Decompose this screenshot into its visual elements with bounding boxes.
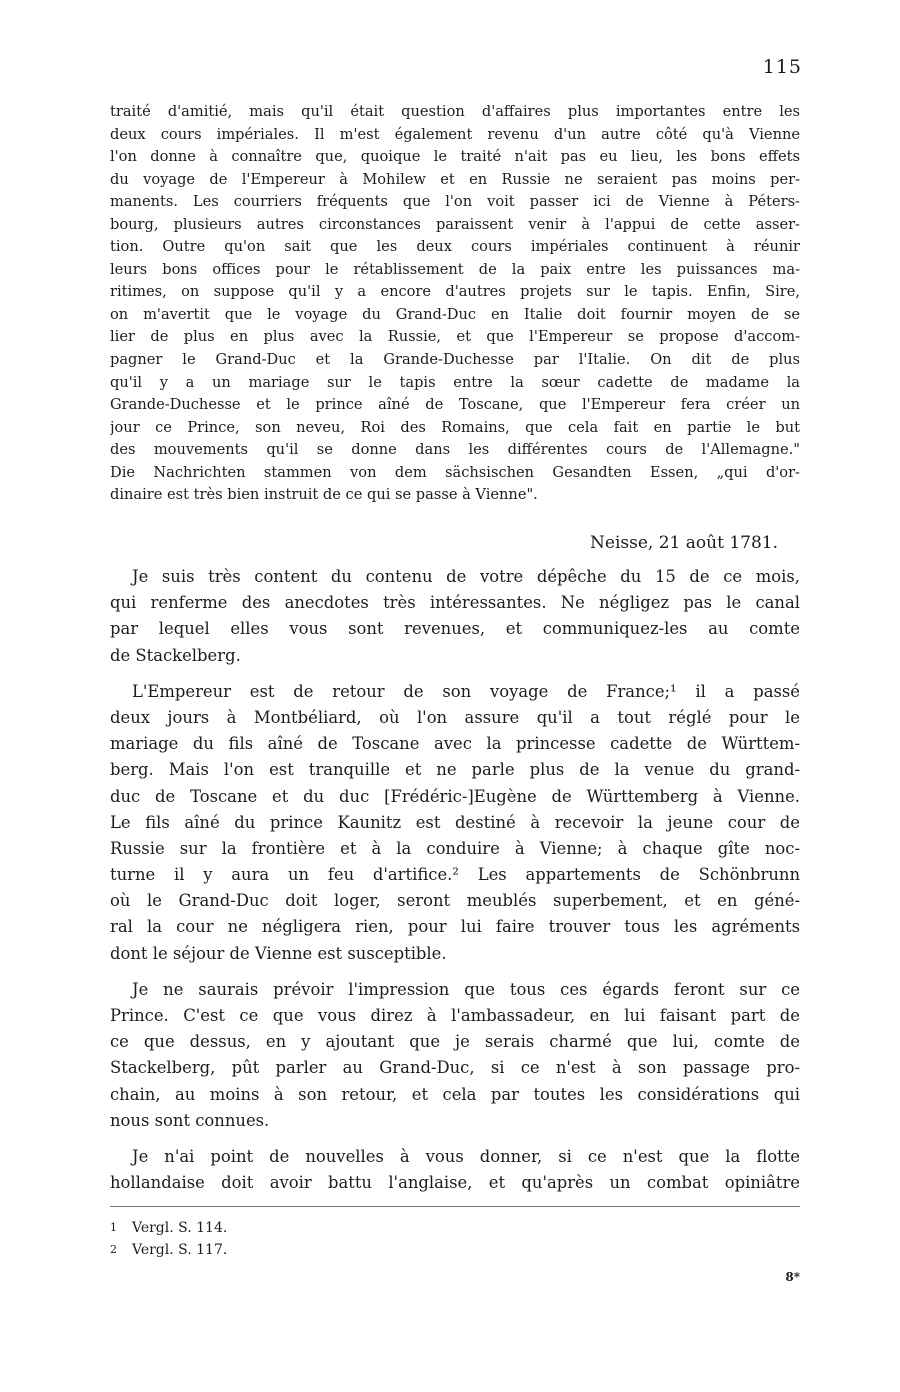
text-line: lier de plus en plus avec la Russie, et que l'Empereur se propose d'accom- xyxy=(110,328,800,346)
footnote-marker: 1 xyxy=(110,1221,117,1234)
text-line: leurs bons offices pour le rétablissement de la paix entre les puissances ma- xyxy=(110,260,800,278)
footnote-text: Vergl. S. 114. xyxy=(132,1220,228,1236)
text-line: manents. Les courriers fréquents que l'on voit passer ici de Vienne à Péters- xyxy=(110,193,800,211)
text-line: dinaire est très bien instruit de ce qui se passe à Vienne". xyxy=(110,486,538,504)
text-line: des mouvements qu'il se donne dans les différentes cours de l'Allemagne." xyxy=(110,441,800,459)
text-line: de Stackelberg. xyxy=(110,645,241,665)
text-line: Je ne saurais prévoir l'impression que tous ces égards feront sur ce xyxy=(132,979,800,999)
paragraph xyxy=(110,1144,800,1196)
text-line: ce que dessus, en y ajoutant que je serais charmé que lui, comte de xyxy=(110,1032,800,1052)
text-line: nous sont connues. xyxy=(110,1110,270,1130)
text-line: pagner le Grand-Duc et la Grande-Duchesse par l'Italie. On dit de plus xyxy=(110,351,800,369)
text-line: tion. Outre qu'on sait que les deux cours impériales continuent à réunir xyxy=(110,238,800,256)
text-line: deux jours à Montbéliard, où l'on assure qu'il a tout réglé pour le xyxy=(110,707,800,727)
quoted-report xyxy=(110,101,800,507)
text-line: qu'il y a un mariage sur le tapis entre la sœur cadette de madame la xyxy=(110,373,800,391)
text-line: Prince. C'est ce que vous direz à l'ambassadeur, en lui faisant part de xyxy=(110,1006,800,1025)
paragraph xyxy=(110,564,800,669)
text-line: duc de Toscane et du duc [Frédéric-]Eugène de Württemberg à Vienne. xyxy=(110,786,800,806)
text-line: hollandaise doit avoir battu l'anglaise, et qu'après un combat opiniâtre xyxy=(110,1173,800,1193)
text-line: jour ce Prince, son neveu, Roi des Romains, que cela fait en partie le but xyxy=(110,418,800,436)
text-line: bourg, plusieurs autres circonstances paraissent venir à l'appui de cette asser- xyxy=(110,215,800,233)
text-line: chain, au moins à son retour, et cela par toutes les considérations qui xyxy=(110,1084,800,1104)
text-line: Stackelberg, pût parler au Grand-Duc, si ce n'est à son passage pro- xyxy=(110,1058,800,1078)
footnote xyxy=(110,1239,227,1261)
text-line: Grande-Duchesse et le prince aîné de Toscane, que l'Empereur fera créer un xyxy=(110,396,800,414)
letter-body xyxy=(110,564,800,1206)
text-line: Russie sur la frontière et à la conduire à Vienne; à chaque gîte noc- xyxy=(110,838,800,858)
text-line: qui renferme des anecdotes très intéressantes. Ne négligez pas le canal xyxy=(110,593,800,613)
text-line: turne il y aura un feu d'artifice.² Les appartements de Schönbrunn xyxy=(110,865,800,885)
text-line: du voyage de l'Empereur à Mohilew et en Russie ne seraient pas moins per- xyxy=(110,170,800,188)
text-line: mariage du fils aîné de Toscane avec la princesse cadette de Württem- xyxy=(110,734,800,754)
paragraph xyxy=(110,679,800,967)
footnote xyxy=(110,1217,227,1239)
footnote-marker: 2 xyxy=(110,1243,117,1256)
text-line: berg. Mais l'on est tranquille et ne parle plus de la venue du grand- xyxy=(110,760,800,780)
dateline: Neisse, 21 août 1781. xyxy=(590,533,778,553)
signature-mark: 8* xyxy=(785,1270,800,1284)
footnote-text: Vergl. S. 117. xyxy=(132,1242,228,1258)
paragraph xyxy=(110,977,800,1134)
text-line: on m'avertit que le voyage du Grand-Duc en Italie doit fournir moyen de se xyxy=(110,305,800,323)
text-line: ritimes, on suppose qu'il y a encore d'autres projets sur le tapis. Enfin, Sire, xyxy=(110,283,800,301)
text-line: L'Empereur est de retour de son voyage de France;¹ il a passé xyxy=(132,681,800,701)
text-line: Je suis très content du contenu de votre dépêche du 15 de ce mois, xyxy=(132,567,800,586)
text-line: traité d'amitié, mais qu'il était question d'affaires plus importantes entre les xyxy=(110,103,800,120)
text-line: deux cours impériales. Il m'est également revenu d'un autre côté qu'à Vienne xyxy=(110,125,800,143)
page-number: 115 xyxy=(762,56,802,78)
text-line: par lequel elles vous sont revenues, et communiquez-les au comte xyxy=(110,619,800,639)
footnotes xyxy=(110,1217,227,1261)
text-line: Je n'ai point de nouvelles à vous donner, si ce n'est que la flotte xyxy=(132,1146,800,1166)
text-line: l'on donne à connaître que, quoique le traité n'ait pas eu lieu, les bons effets xyxy=(110,148,800,166)
text-line: où le Grand-Duc doit loger, seront meublés superbement, et en géné- xyxy=(110,891,800,911)
text-line: dont le séjour de Vienne est susceptible. xyxy=(110,943,447,963)
footnote-divider xyxy=(110,1206,800,1207)
text-line: Die Nachrichten stammen von dem sächsischen Gesandten Essen, „qui d'or- xyxy=(110,463,800,481)
text-line: Le fils aîné du prince Kaunitz est destiné à recevoir la jeune cour de xyxy=(110,812,800,832)
text-line: ral la cour ne négligera rien, pour lui faire trouver tous les agréments xyxy=(110,917,800,937)
